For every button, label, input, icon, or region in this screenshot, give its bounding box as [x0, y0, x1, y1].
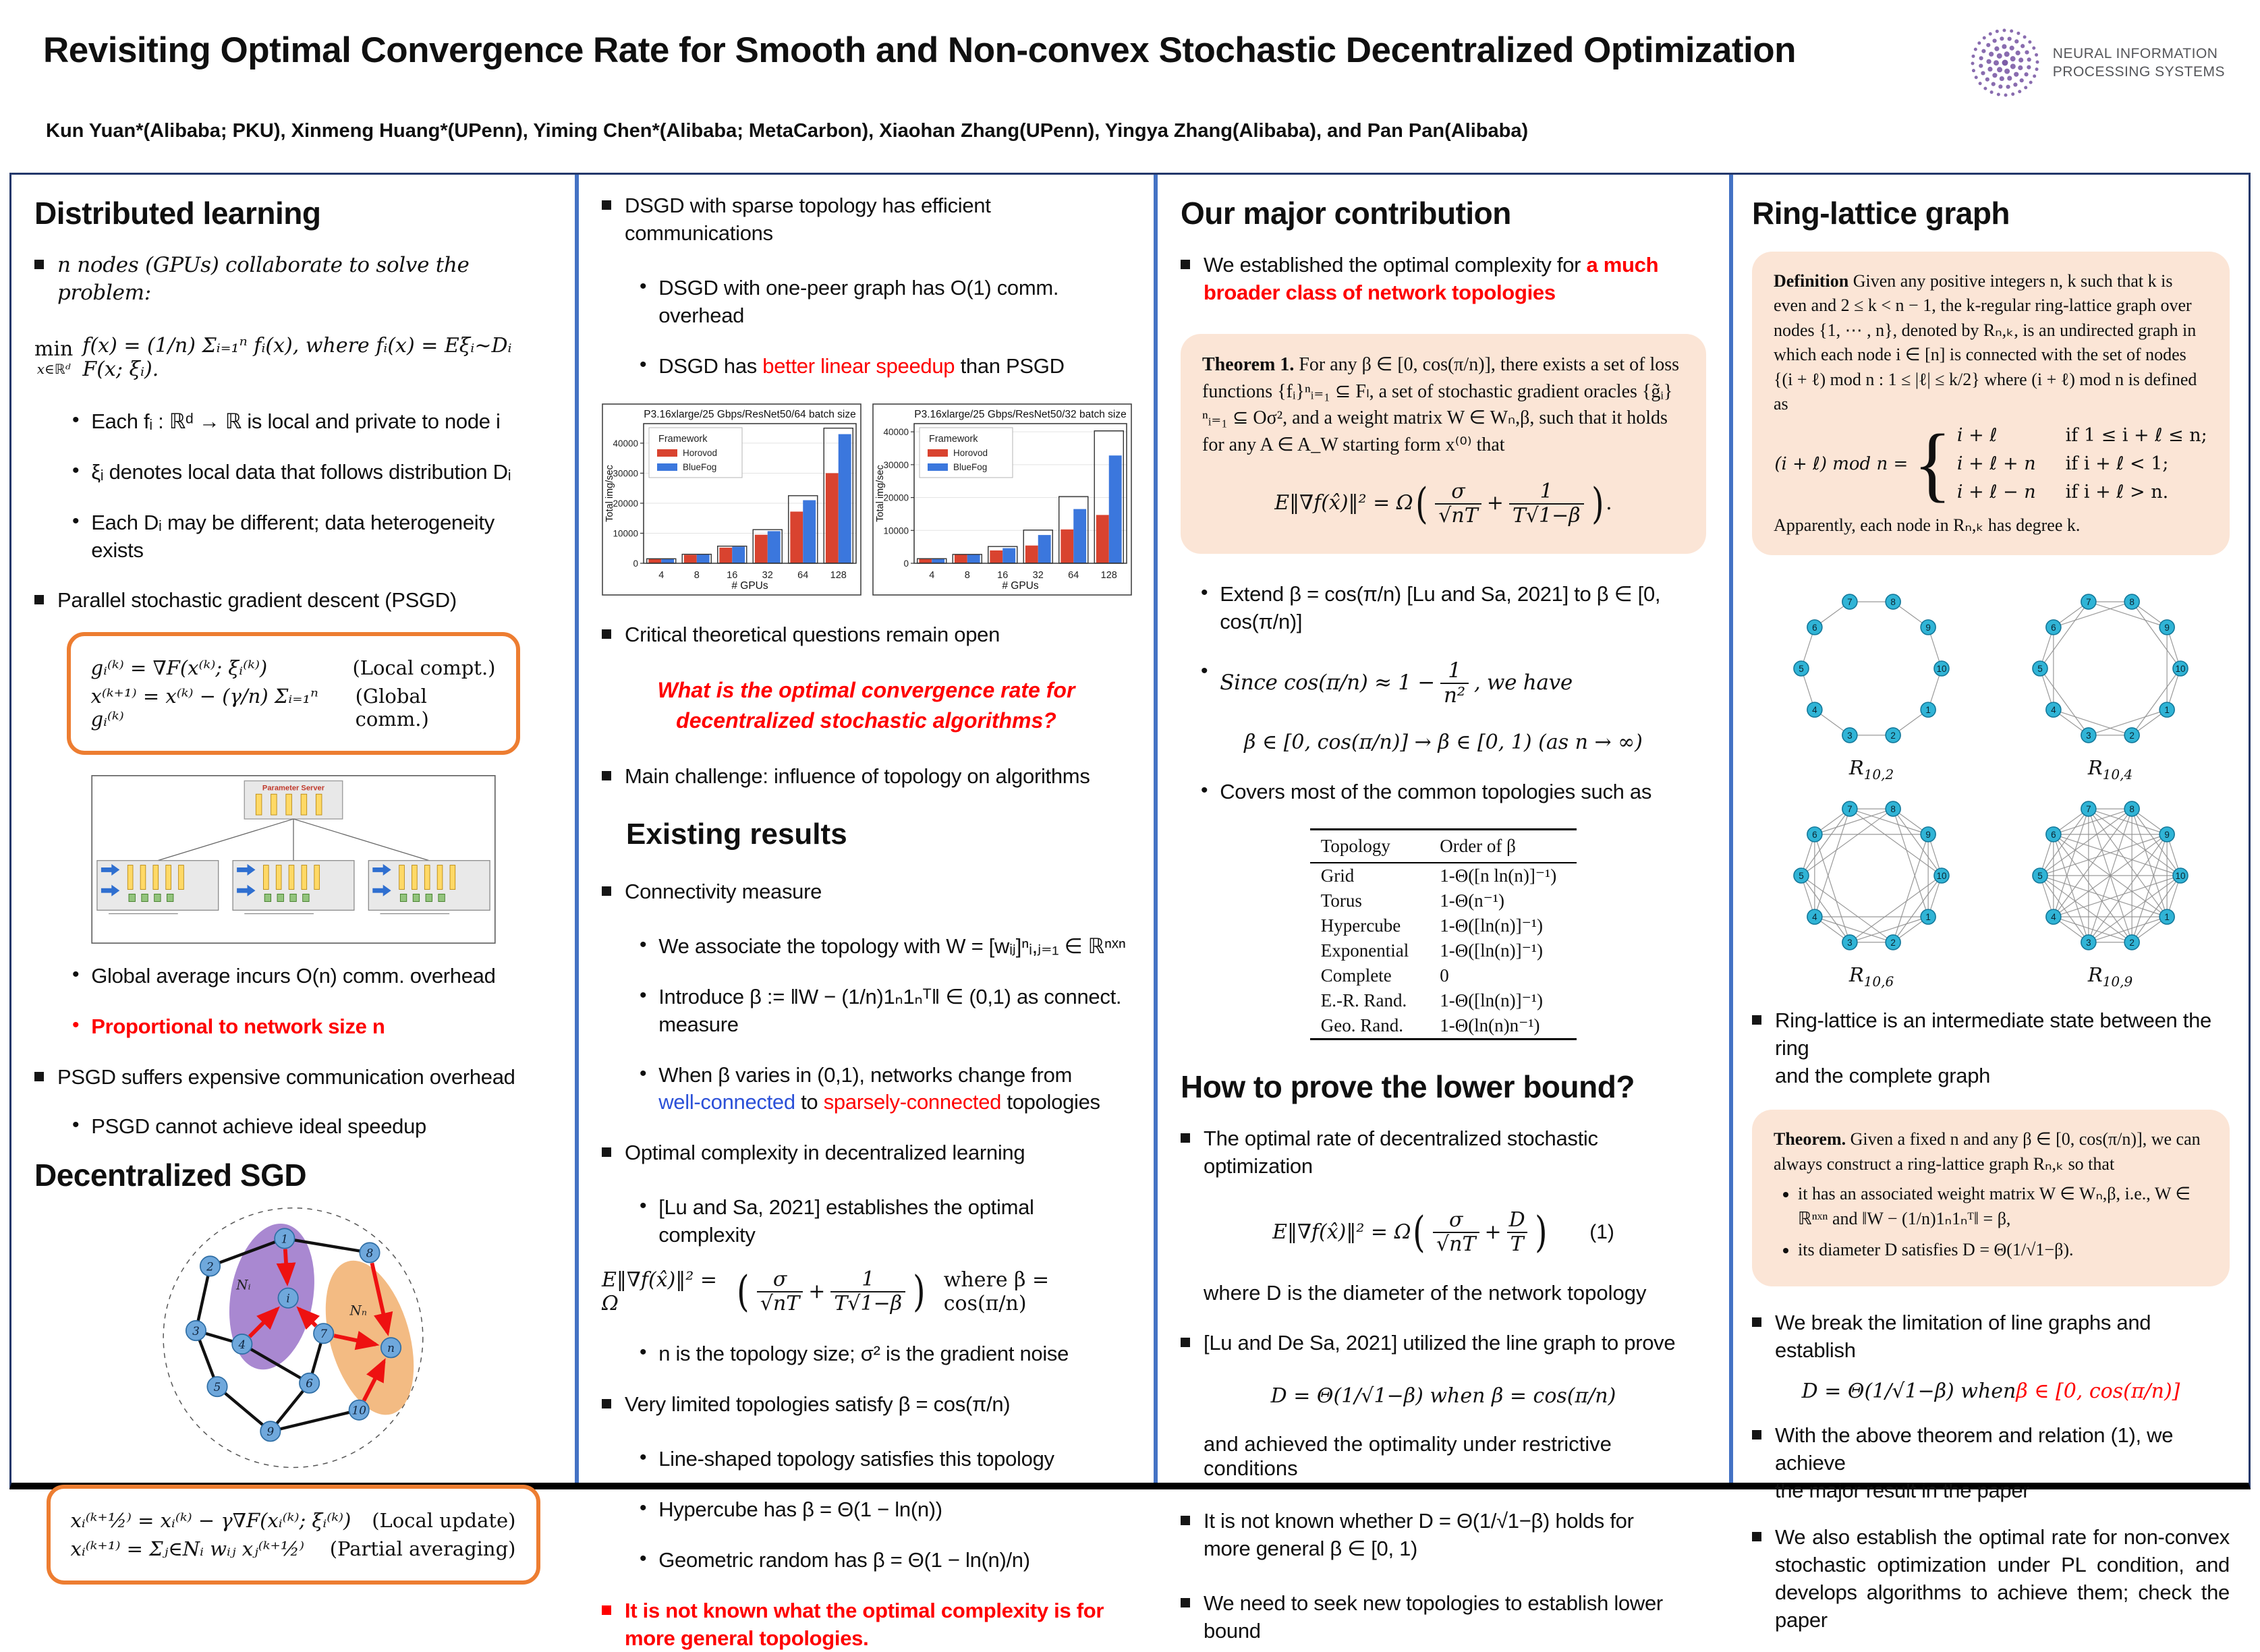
svg-text:3: 3 — [2086, 937, 2091, 948]
svg-text:30000: 30000 — [883, 459, 909, 470]
sub-bullet: • Geometric random has β = Θ(1 − ln(n)/n) — [640, 1547, 1131, 1574]
svg-text:8: 8 — [2129, 804, 2135, 815]
sub-bullet: • Introduce β := ‖W − (1/n)1ₙ1ₙᵀ‖ ∈ (0,1) as connect. measure — [640, 984, 1131, 1039]
bullet: We established the optimal complexity for a much broader class of network topologies — [1181, 252, 1706, 307]
svg-text:6: 6 — [1812, 829, 1817, 840]
neurips-starburst-icon — [1965, 23, 2045, 103]
bullet-dot-icon: • — [640, 1446, 647, 1469]
topology-table — [1310, 828, 1577, 1040]
svg-text:9: 9 — [266, 1425, 274, 1439]
authors-line: Kun Yuan*(Alibaba; PKU), Xinmeng Huang*(UPenn), Yiming Chen*(Alibaba; MetaCarbon), Xiaohan Zhang(UPenn), Yingya Zhang(Alibaba), and Pan Pan(Alibaba) — [46, 120, 1529, 142]
svg-text:9: 9 — [2164, 829, 2170, 840]
svg-text:5: 5 — [2037, 870, 2043, 881]
svg-text:Nₙ: Nₙ — [349, 1302, 367, 1319]
optimal-rate-formula: E‖∇f(x̂)‖² = Ω ( $\frac{\sigma}{√nT}$ + $\frac{D}{T}$ ) (1) — [1272, 1207, 1614, 1257]
bullet-dot-icon: • — [1201, 581, 1208, 604]
section-title: How to prove the lower bound? — [1181, 1069, 1635, 1105]
svg-text:64: 64 — [797, 569, 809, 581]
table-row: Exponential 1-Θ([ln(n)]⁻¹) — [1320, 940, 1543, 961]
svg-text:8: 8 — [1890, 804, 1896, 815]
svg-text:20000: 20000 — [613, 498, 638, 509]
ring-graph-10-9 — [2006, 789, 2215, 965]
bullet: DSGD with sparse topology has efficient communications — [602, 192, 1131, 248]
svg-text:6: 6 — [2051, 622, 2056, 633]
page-title: Revisiting Optimal Convergence Rate for Smooth and Non-convex Stochastic Decentralized Optimization — [43, 30, 1797, 70]
svg-text:BlueFog: BlueFog — [953, 461, 988, 472]
svg-text:7: 7 — [1847, 597, 1853, 608]
svg-text:8: 8 — [1890, 597, 1896, 608]
svg-text:7: 7 — [319, 1327, 327, 1341]
svg-text:8: 8 — [694, 569, 700, 581]
theorem1-formula: E‖∇f(x̂)‖² = Ω ( $\frac{\sigma}{√nT}$ + $\frac{1}{T√1-\beta}$ ) . — [1274, 478, 1612, 528]
sub-bullet: • Hypercube has β = Θ(1 − ln(n)) — [640, 1496, 1131, 1524]
svg-text:7: 7 — [2086, 804, 2091, 815]
ring-lattice-figures — [1752, 582, 2230, 990]
ring-label: $R_{10,9}$ — [2087, 963, 2133, 990]
column-dsgd-existing-results — [579, 175, 1158, 1650]
bullet-square-icon — [1752, 1430, 1761, 1440]
svg-text:Framework: Framework — [658, 433, 708, 445]
bullet-dot-icon: • — [72, 1014, 80, 1037]
speedup-charts — [602, 403, 1131, 596]
bullet-square-icon — [34, 595, 44, 604]
optimal-complexity-formula: E‖∇f(x̂)‖² = Ω ( $\frac{\sigma}{√nT}$ + $\frac{1}{T√1-\beta}$ ) where β = cos(π/n) — [602, 1267, 1050, 1317]
svg-text:10000: 10000 — [613, 528, 638, 539]
svg-text:128: 128 — [1100, 569, 1117, 581]
svg-text:16: 16 — [727, 569, 738, 581]
table-row: E.-R. Rand. 1-Θ([ln(n)]⁻¹) — [1320, 990, 1543, 1011]
neurips-logo — [1965, 23, 2225, 103]
ring-figure — [1767, 789, 1976, 990]
svg-text:P3.16xlarge/25 Gbps/ResNet50/3: P3.16xlarge/25 Gbps/ResNet50/32 batch size — [914, 408, 1127, 420]
open-question-text: What is the optimal convergence rate for decentralized stochastic algorithms? — [657, 678, 1075, 733]
sub-bullet: • DSGD with one-peer graph has O(1) comm. overhead — [640, 275, 1131, 330]
sub-bullet: • Covers most of the common topologies such as — [1201, 778, 1706, 806]
section-title: Ring-lattice graph — [1752, 196, 2010, 231]
sub-bullet: • Each fᵢ : ℝᵈ → ℝ is local and private to node i — [72, 408, 552, 436]
svg-text:4: 4 — [237, 1337, 246, 1351]
svg-text:6: 6 — [2051, 829, 2056, 840]
section-title: Our major contribution — [1181, 196, 1511, 231]
bullet-square-icon — [602, 886, 611, 896]
bullet: Ring-lattice is an intermediate state between the ring and the complete graph — [1752, 1007, 2230, 1090]
svg-text:4: 4 — [2051, 912, 2056, 923]
bullet-square-icon — [602, 1147, 611, 1157]
svg-text:8: 8 — [366, 1246, 373, 1260]
svg-text:Horovod: Horovod — [683, 447, 718, 458]
bullet-square-icon — [602, 629, 611, 639]
svg-text:64: 64 — [1068, 569, 1079, 581]
sub-bullet-warning: • Proportional to network size n — [72, 1013, 552, 1041]
bar-chart-batch64 — [602, 403, 861, 596]
brace-glyph: { — [1913, 417, 1952, 511]
svg-text:Parameter Server: Parameter Server — [262, 784, 324, 793]
svg-text:40000: 40000 — [883, 426, 909, 437]
problem-formula: min x∈ℝᵈ f(x) = (1/n) Σᵢ₌₁ⁿ fᵢ(x), where fᵢ(x) = Eξᵢ∼Dᵢ F(x; ξᵢ). — [34, 333, 512, 381]
dsgd-network-figure — [34, 1197, 552, 1475]
column-contribution — [1158, 175, 1733, 1643]
bullet: [Lu and De Sa, 2021] utilized the line graph to prove — [1181, 1330, 1706, 1357]
diameter-note: where D is the diameter of the network topology — [1204, 1281, 1647, 1305]
bullet: With the above theorem and relation (1), we achieve the major result in the paper — [1752, 1422, 2230, 1505]
theorem-box: Theorem. Given a fixed n and any β ∈ [0, cos(π/n)], we can always construct a ring-lattice graph Rₙ,ₖ so that • it has an associated weight matrix W ∈ Wₙ,β, i.e., W ∈ ℝⁿˣⁿ and ‖W − (1/n)1ₙ1ₙᵀ‖ = β, • its diameter D satisfies D = Θ(1/√1−β). — [1752, 1110, 2230, 1286]
svg-text:20000: 20000 — [883, 492, 909, 503]
column-distributed-learning — [11, 175, 579, 1560]
sub-bullet: • We associate the topology with W = [wᵢⱼ]ⁿᵢ,ⱼ₌₁ ∈ ℝⁿˣⁿ — [640, 933, 1131, 961]
table-row: Grid 1-Θ([n ln(n)]⁻¹) — [1320, 865, 1557, 886]
bullet-dot-icon: • — [640, 1341, 647, 1364]
sub-bullet: • ξᵢ denotes local data that follows distribution Dᵢ — [72, 459, 552, 486]
section-title: Distributed learning — [34, 196, 321, 231]
mod-cases-formula: (i + ℓ) mod n = { i + ℓ if 1 ≤ i + ℓ ≤ n; i + ℓ + n if i + ℓ < 1; i + ℓ − n if i + ℓ > n. — [1774, 417, 2207, 511]
bullet-square-icon — [1181, 260, 1190, 269]
neurips-logo-text — [2053, 45, 2225, 82]
bullet-square-icon — [1752, 1317, 1761, 1327]
bullet-square-icon — [1181, 1338, 1190, 1347]
bullet: We need to seek new topologies to establish lower bound — [1181, 1590, 1706, 1645]
svg-text:4: 4 — [2051, 705, 2056, 716]
sub-bullet: • When β varies in (0,1), networks change from well-connected to sparsely-connected topologies — [640, 1062, 1131, 1117]
table-row: Complete 0 — [1320, 965, 1449, 986]
logo-line2: PROCESSING SYSTEMS — [2052, 64, 2225, 80]
table-row: Torus 1-Θ(n⁻¹) — [1320, 890, 1505, 911]
bullet-dot-icon: • — [1201, 778, 1208, 801]
bullet-dot-icon: • — [640, 1547, 647, 1570]
svg-text:2: 2 — [1890, 731, 1896, 741]
svg-text:5: 5 — [1799, 664, 1804, 675]
svg-text:4: 4 — [929, 569, 935, 581]
svg-text:1: 1 — [2164, 912, 2170, 923]
svg-text:8: 8 — [964, 569, 970, 581]
svg-text:10000: 10000 — [883, 525, 909, 536]
bullet-square-icon — [1752, 1015, 1761, 1025]
column-ring-lattice — [1733, 175, 2249, 1632]
sub-bullet: • n is the topology size; σ² is the gradient noise — [640, 1340, 1131, 1368]
table-header: Order of β — [1429, 830, 1577, 863]
svg-text:0: 0 — [633, 558, 638, 569]
svg-text:32: 32 — [1032, 569, 1044, 581]
theorem-item: • its diameter D satisfies D = Θ(1/√1−β). — [1798, 1238, 2208, 1262]
ring-label: $R_{10,6}$ — [1848, 963, 1894, 990]
table-row: Geo. Rand. 1-Θ(ln(n)n⁻¹) — [1320, 1015, 1540, 1036]
bullet: n nodes (GPUs) collaborate to solve the problem: — [34, 252, 552, 307]
sub-bullet: • [Lu and Sa, 2021] establishes the optimal complexity — [640, 1194, 1131, 1249]
theorem-item: • it has an associated weight matrix W ∈ Wₙ,β, i.e., W ∈ ℝⁿˣⁿ and ‖W − (1/n)1ₙ1ₙᵀ‖ = β, — [1798, 1182, 2208, 1231]
sub-bullet: • Each Dᵢ may be different; data heterogeneity exists — [72, 509, 552, 565]
bullet-square-icon — [602, 1399, 611, 1408]
svg-text:5: 5 — [2037, 664, 2043, 675]
svg-text:5: 5 — [213, 1379, 221, 1394]
svg-text:4: 4 — [658, 569, 665, 581]
svg-text:3: 3 — [1847, 937, 1853, 948]
svg-text:6: 6 — [1812, 622, 1817, 633]
bullet-dot-icon: • — [72, 1114, 80, 1137]
logo-line1: NEURAL INFORMATION — [2052, 45, 2218, 61]
svg-text:Total img/sec: Total img/sec — [875, 464, 886, 522]
definition-box: Definition Given any positive integers n, k such that k is even and 2 ≤ k < n − 1, the k-regular ring-lattice graph over nodes {1, ⋯ , n}, denoted by Rₙ,ₖ, is an undirected graph in which each node i ∈ [n] is connected with the set of nodes {(i + ℓ) mod n : 1 ≤ |ℓ| ≤ k/2} where (i + ℓ) mod n is defined as (i + ℓ) mod n = { i + ℓ if 1 ≤ i + ℓ ≤ n; i + ℓ + n if i + ℓ < 1; i + ℓ − n if i + ℓ > n. Apparently, each node in Rₙ,ₖ has degree k. — [1752, 252, 2230, 555]
svg-text:# GPUs: # GPUs — [731, 579, 768, 592]
svg-text:7: 7 — [1847, 804, 1853, 815]
svg-text:8: 8 — [2129, 597, 2135, 608]
svg-text:40000: 40000 — [613, 438, 638, 449]
svg-text:0: 0 — [903, 558, 909, 569]
svg-text:7: 7 — [2086, 597, 2091, 608]
svg-text:10: 10 — [1936, 870, 1947, 881]
svg-text:9: 9 — [2164, 622, 2170, 633]
sub-bullet: • DSGD has better linear speedup than PSGD — [640, 353, 1131, 380]
sub-bullet: • PSGD cannot achieve ideal speedup — [72, 1113, 552, 1141]
svg-text:9: 9 — [1925, 829, 1931, 840]
svg-text:10: 10 — [2175, 664, 2186, 675]
bullet-dot-icon: • — [72, 509, 80, 532]
svg-text:Horovod: Horovod — [953, 447, 988, 458]
section-title: Existing results — [626, 817, 847, 851]
parameter-server-diagram — [91, 775, 496, 944]
bullet-square-icon — [34, 260, 44, 269]
poster-board — [9, 173, 2251, 1650]
svg-text:6: 6 — [305, 1376, 313, 1390]
bullet-dot-icon: • — [72, 963, 80, 986]
sub-bullet: • Since cos(π/n) ≈ 1 − $\frac{1}{\text{n²}}$ , we have — [1201, 658, 1573, 708]
svg-text:2: 2 — [206, 1259, 214, 1274]
bullet-square-icon — [1181, 1598, 1190, 1607]
sub-bullet: • Global average incurs O(n) comm. overhead — [72, 963, 552, 990]
bullet: We also establish the optimal rate for non-convex stochastic optimization under PL condition, and develops algorithms to achieve them; check the paper — [1752, 1524, 2230, 1634]
table-row: Hypercube 1-Θ([ln(n)]⁻¹) — [1320, 915, 1543, 936]
bullet: Main challenge: influence of topology on algorithms — [602, 763, 1131, 791]
bullet: Connectivity measure — [602, 878, 1131, 906]
svg-text:128: 128 — [830, 569, 847, 581]
optimality-note: and achieved the optimality under restrictive conditions — [1204, 1432, 1612, 1481]
svg-text:BlueFog: BlueFog — [683, 461, 717, 472]
psgd-equation-box: gᵢ⁽ᵏ⁾ = ∇F(x⁽ᵏ⁾; ξᵢ⁽ᵏ⁾) (Local compt.) x⁽ᵏ⁺¹⁾ = x⁽ᵏ⁾ − (γ/n) Σᵢ₌₁ⁿ gᵢ⁽ᵏ⁾ (Global comm.) — [67, 632, 520, 755]
ring-figure — [2006, 789, 2215, 990]
bar-chart-batch32 — [872, 403, 1132, 596]
svg-text:5: 5 — [1799, 870, 1804, 881]
svg-text:9: 9 — [1925, 622, 1931, 633]
svg-text:Framework: Framework — [929, 433, 978, 445]
bullet-dot-icon: • — [1201, 660, 1208, 683]
theorem1-box: Theorem 1. For any β ∈ [0, cos(π/n)], there exists a set of loss functions {fᵢ}ⁿᵢ₌₁ ⊆ Fₗ, a set of stochastic gradient oracles {g̃ᵢ}ⁿᵢ₌₁ ⊆ Oσ², and a weight matrix W ∈ Wₙ,β, such that it holds for any A ∈ A_W starting form x⁽⁰⁾ that E‖∇f(x̂)‖² = Ω ( $\frac{\sigma}{√nT}$ + $\frac{1}{T√1-\beta}$ ) . — [1181, 334, 1706, 554]
bullet: PSGD suffers expensive communication overhead — [34, 1064, 552, 1091]
ring-graph-10-2 — [1767, 582, 1976, 758]
ring-label: $R_{10,4}$ — [2087, 756, 2133, 782]
beta-range-formula: β ∈ [0, cos(π/n)] → β ∈ [0, 1) (as n → ∞) — [1244, 730, 1643, 754]
svg-text:1: 1 — [281, 1232, 288, 1246]
bullet-dot-icon: • — [72, 459, 80, 482]
bullet-square-icon — [1752, 1532, 1761, 1541]
bullet: Critical theoretical questions remain open — [602, 621, 1131, 649]
bullet-square-icon — [34, 1072, 44, 1081]
bullet-dot-icon: • — [640, 1496, 647, 1519]
ring-label: $R_{10,2}$ — [1848, 756, 1894, 782]
svg-text:3: 3 — [192, 1323, 200, 1338]
bullet-dot-icon: • — [640, 933, 647, 956]
bullet-warning: It is not known what the optimal complexity is for more general topologies. — [602, 1597, 1131, 1652]
svg-text:3: 3 — [1847, 731, 1853, 741]
table-header: Topology — [1310, 830, 1429, 863]
svg-text:i: i — [285, 1291, 290, 1305]
svg-text:10: 10 — [2175, 870, 2186, 881]
svg-text:P3.16xlarge/25 Gbps/ResNet50/6: P3.16xlarge/25 Gbps/ResNet50/64 batch size — [644, 408, 856, 420]
break-limitation-formula: D = Θ(1/√1−β) when β ∈ [0, cos(π/n)] — [1801, 1379, 2180, 1404]
bullet-square-icon — [602, 771, 611, 780]
bullet: The optimal rate of decentralized stochastic optimization — [1181, 1125, 1706, 1180]
svg-text:4: 4 — [1812, 912, 1817, 923]
svg-text:Total img/sec: Total img/sec — [604, 464, 615, 522]
ring-figure — [2006, 582, 2215, 782]
svg-text:10: 10 — [1936, 664, 1947, 675]
sub-bullet: • Extend β = cos(π/n) [Lu and Sa, 2021] to β ∈ [0, cos(π/n)] — [1201, 581, 1706, 636]
line-graph-formula: D = Θ(1/√1−β) when β = cos(π/n) — [1270, 1384, 1616, 1408]
section-title: Decentralized SGD — [34, 1157, 307, 1193]
svg-text:10: 10 — [351, 1403, 366, 1417]
svg-text:1: 1 — [1925, 705, 1931, 716]
bullet: We break the limitation of line graphs and establish — [1752, 1309, 2230, 1365]
svg-text:4: 4 — [1812, 705, 1817, 716]
svg-text:32: 32 — [762, 569, 773, 581]
svg-text:# GPUs: # GPUs — [1002, 579, 1039, 592]
dsgd-equation-box: xᵢ⁽ᵏ⁺½⁾ = xᵢ⁽ᵏ⁾ − γ∇F(xᵢ⁽ᵏ⁾; ξᵢ⁽ᵏ⁾) (Local update) xᵢ⁽ᵏ⁺¹⁾ = Σⱼ∈Nᵢ wᵢⱼ xⱼ⁽ᵏ⁺½⁾ (Partial averaging) — [47, 1485, 540, 1585]
decentralized-graph-diagram — [136, 1197, 451, 1475]
sub-bullet: • Line-shaped topology satisfies this topology — [640, 1446, 1131, 1473]
bullet-dot-icon: • — [640, 353, 647, 376]
svg-text:1: 1 — [2164, 705, 2170, 716]
bullet: Very limited topologies satisfy β = cos(π/n) — [602, 1391, 1131, 1419]
svg-text:n: n — [387, 1341, 395, 1355]
bullet: Parallel stochastic gradient descent (PSGD) — [34, 587, 552, 615]
bullet-dot-icon: • — [640, 1062, 647, 1085]
bullet-square-icon — [1181, 1516, 1190, 1525]
bullet-square-icon — [602, 200, 611, 210]
ring-figure — [1767, 582, 1976, 782]
ring-graph-10-6 — [1767, 789, 1976, 965]
bullet-dot-icon: • — [72, 408, 80, 431]
svg-text:30000: 30000 — [613, 467, 638, 478]
equation-number: (1) — [1589, 1220, 1614, 1243]
svg-text:Nᵢ: Nᵢ — [235, 1276, 251, 1293]
svg-text:2: 2 — [2129, 937, 2135, 948]
svg-text:2: 2 — [1890, 937, 1896, 948]
svg-text:1: 1 — [1925, 912, 1931, 923]
svg-text:16: 16 — [997, 569, 1009, 581]
svg-text:2: 2 — [2129, 731, 2135, 741]
ring-graph-10-4 — [2006, 582, 2215, 758]
parameter-server-figure — [34, 775, 552, 944]
bullet: It is not known whether D = Θ(1/√1−β) holds for more general β ∈ [0, 1) — [1181, 1508, 1706, 1563]
bullet-dot-icon: • — [640, 984, 647, 1006]
bullet-dot-icon: • — [640, 1195, 647, 1218]
bullet: Optimal complexity in decentralized learning — [602, 1139, 1131, 1167]
bullet-dot-icon: • — [640, 275, 647, 297]
bullet-square-icon — [602, 1605, 611, 1615]
bullet-square-icon — [1181, 1133, 1190, 1143]
svg-text:3: 3 — [2086, 731, 2091, 741]
